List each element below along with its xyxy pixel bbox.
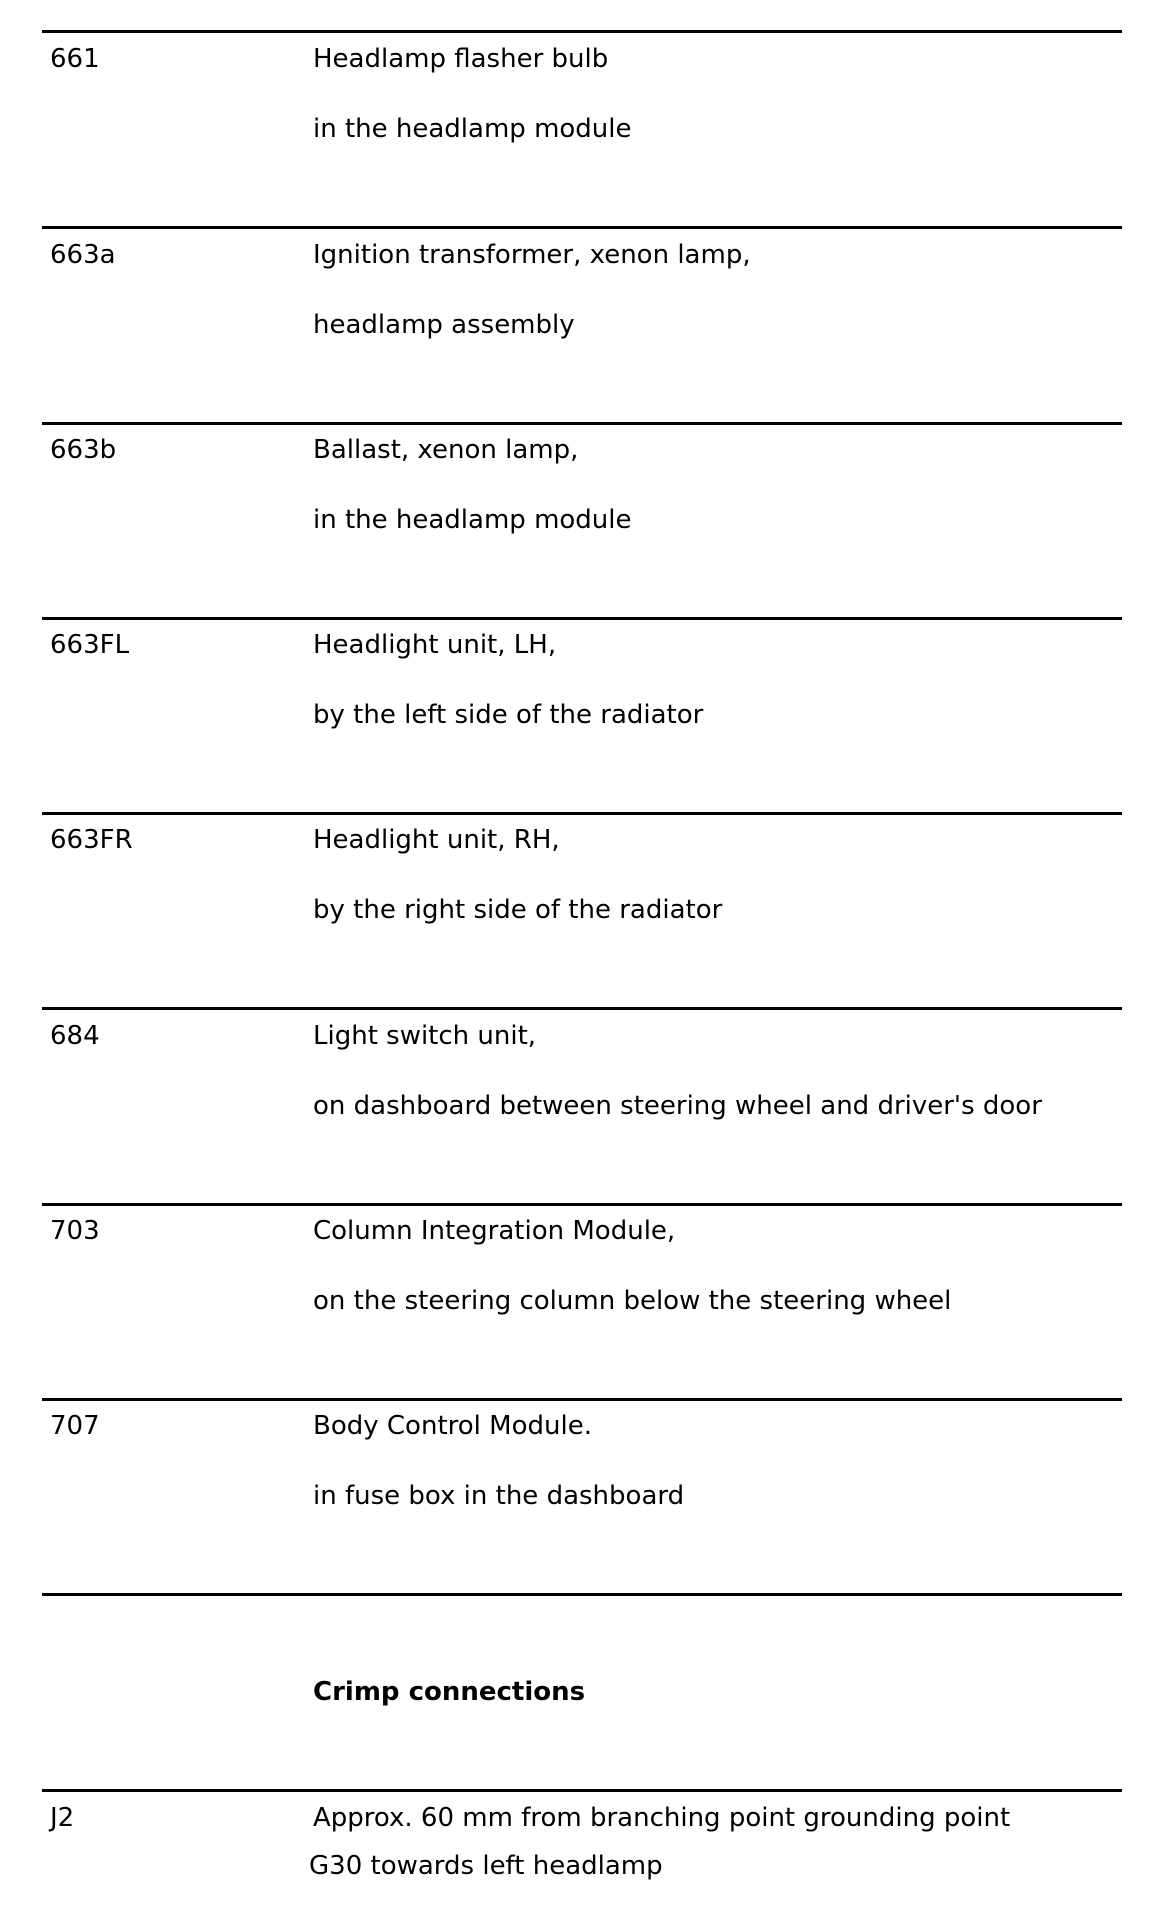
component-name: Headlight unit, RH, — [313, 825, 560, 855]
component-location: by the right side of the radiator — [313, 895, 723, 925]
component-name: Light switch unit, — [313, 1021, 537, 1051]
row-divider — [42, 226, 1122, 229]
row-divider — [42, 812, 1122, 815]
component-code: 707 — [50, 1411, 100, 1441]
component-code: 661 — [50, 44, 100, 74]
section-divider — [42, 1593, 1122, 1596]
row-divider — [42, 1398, 1122, 1401]
component-code: 663FR — [50, 825, 133, 855]
component-code: 703 — [50, 1216, 100, 1246]
crimp-code: J2 — [50, 1803, 75, 1833]
component-location: in the headlamp module — [313, 505, 632, 535]
row-divider — [42, 617, 1122, 620]
component-name: Body Control Module. — [313, 1411, 592, 1441]
component-code: 663FL — [50, 630, 130, 660]
component-code: 663b — [50, 435, 117, 465]
component-code: 663a — [50, 240, 116, 270]
row-divider — [42, 1007, 1122, 1010]
component-name: Headlamp flasher bulb — [313, 44, 609, 74]
crimp-description-line2: G30 towards left headlamp — [309, 1851, 663, 1881]
row-divider — [42, 422, 1122, 425]
crimp-description-line1: Approx. 60 mm from branching point grounding point — [313, 1803, 1011, 1833]
component-name: Column Integration Module, — [313, 1216, 676, 1246]
row-divider — [42, 1789, 1122, 1792]
row-divider — [42, 30, 1122, 33]
component-location: headlamp assembly — [313, 310, 575, 340]
component-location: in fuse box in the dashboard — [313, 1481, 685, 1511]
row-divider — [42, 1203, 1122, 1206]
component-code: 684 — [50, 1021, 100, 1051]
component-location: on the steering column below the steering wheel — [313, 1286, 952, 1316]
section-heading: Crimp connections — [313, 1677, 586, 1707]
component-location: on dashboard between steering wheel and driver's door — [313, 1091, 1042, 1121]
component-location: by the left side of the radiator — [313, 700, 704, 730]
component-name: Ignition transformer, xenon lamp, — [313, 240, 751, 270]
component-location: in the headlamp module — [313, 114, 632, 144]
component-name: Ballast, xenon lamp, — [313, 435, 579, 465]
component-name: Headlight unit, LH, — [313, 630, 557, 660]
